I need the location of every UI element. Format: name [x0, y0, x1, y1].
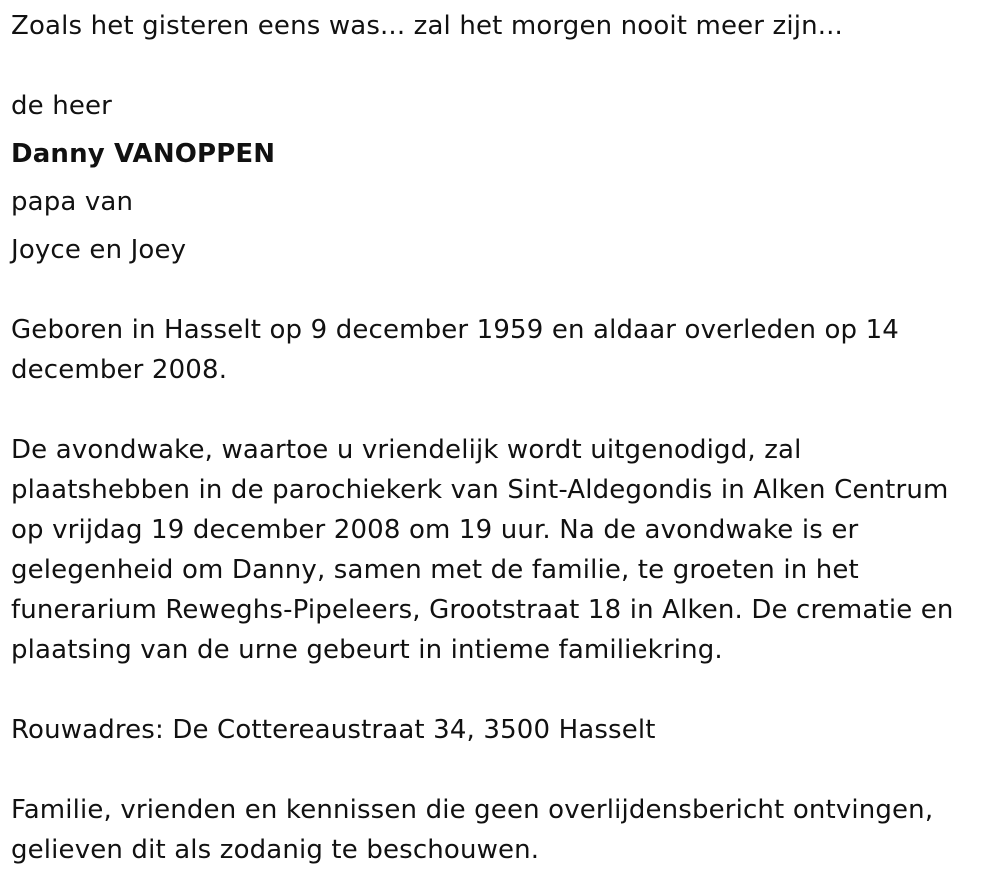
- birth-death-paragraph: Geboren in Hasselt op 9 december 1959 en aldaar overleden op 14 december 2008.: [11, 315, 899, 385]
- relation-label: papa van: [11, 187, 134, 217]
- title-prefix: de heer: [11, 91, 112, 121]
- deceased-name: Danny VANOPPEN: [11, 139, 276, 169]
- wake-details-paragraph: De avondwake, waartoe u vriendelijk wordt uitgenodigd, zal plaatshebben in de parochiekerk van Sint-Aldegondis in Alken Centrum op vrijdag 19 december 2008 om 19 uur. Na de avondwake is er gelegenheid om Danny, samen met de familie, te groeten in het funerarium Reweghs-Pipeleers, Grootstraat 18 in Alken. De crematie en plaatsing van de urne gebeurt in intieme familiekring.: [11, 435, 954, 665]
- children-names: Joyce en Joey: [11, 235, 187, 265]
- closing-note: Familie, vrienden en kennissen die geen overlijdensbericht ontvingen, gelieven dit als zodanig te beschouwen.: [11, 795, 934, 865]
- mourning-address: Rouwadres: De Cottereaustraat 34, 3500 Hasselt: [11, 715, 656, 745]
- opening-line: Zoals het gisteren eens was... zal het morgen nooit meer zijn...: [11, 11, 843, 41]
